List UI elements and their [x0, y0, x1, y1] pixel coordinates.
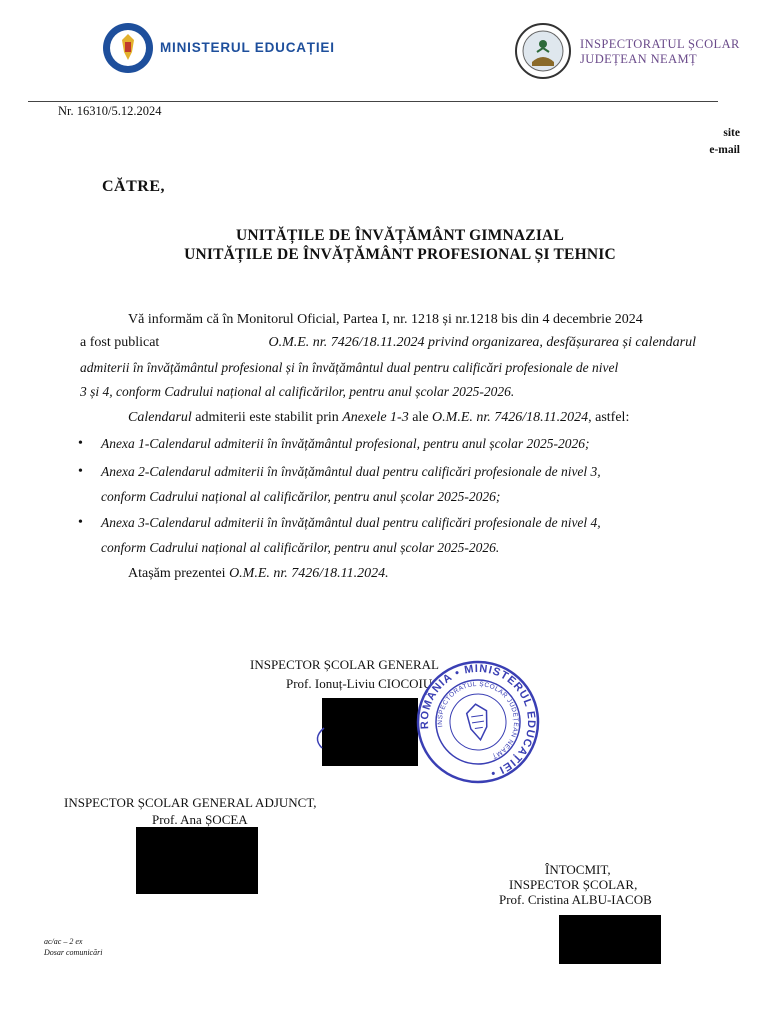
bullet-2-line1: Anexa 2-Calendarul admiterii în învățământul dual pentru calificări profesionale de nivel 3, — [101, 464, 601, 479]
adj-title: INSPECTOR ȘCOLAR GENERAL ADJUNCT, — [64, 795, 317, 810]
ministry-emblem-icon — [102, 22, 154, 74]
addressee-heading: CĂTRE, — [102, 178, 166, 195]
adj-name: Prof. Ana ȘOCEA — [152, 812, 248, 827]
body-p1-line4: 3 și 4, conform Cadrului național al calificărilor, pentru anul școlar 2025-2026. — [80, 384, 515, 399]
attachment-text: Atașăm prezentei — [128, 566, 226, 581]
body-p1-line2-lead: a fost publicat — [80, 335, 160, 350]
attachment-line — [128, 566, 389, 582]
distribution-list — [709, 125, 740, 159]
isg-name: Prof. Ionuț-Liviu CIOCOIU — [286, 676, 433, 691]
stamp-seal-icon — [416, 660, 540, 784]
body-p2 — [128, 410, 629, 426]
recipient-line-2: UNITĂȚILE DE ÎNVĂȚĂMÂNT PROFESIONAL ȘI TEHNIC — [184, 246, 616, 263]
body-p2-text2: ale — [412, 410, 429, 425]
is-name: Prof. Cristina ALBU-IACOB — [499, 892, 652, 907]
ministry-logo — [102, 22, 154, 74]
footer-file: Dosar comunicări — [44, 948, 103, 957]
document-number: Nr. 16310/5.12.2024 — [58, 104, 162, 118]
bullet-icon: • — [78, 515, 83, 530]
body-p1-line1: Vă informăm că în Monitorul Oficial, Partea I, nr. 1218 și nr.1218 bis din 4 decembrie 2024 — [128, 312, 643, 327]
body-p2-text3: , astfel: — [588, 410, 630, 425]
stamp-inner-text: INSPECTORATUL ȘCOLAR JUDEȚEAN NEAMȚ — [436, 680, 520, 761]
body-p1-line2-italic: O.M.E. nr. 7426/18.11.2024 privind organizarea, desfășurarea și calendarul — [268, 335, 696, 350]
body-p2-annexes: Anexele 1-3 — [342, 410, 409, 425]
body-p1-line3: admiterii în învățământul profesional și în învățământul dual pentru calificări profesionale de nivel — [80, 360, 619, 375]
bullet-3-line2: conform Cadrului național al calificărilor, pentru anul școlar 2025-2026. — [101, 540, 500, 555]
recipient-line-1: UNITĂȚILE DE ÎNVĂȚĂMÂNT GIMNAZIAL — [236, 227, 564, 244]
distribution-email: e-mail — [709, 144, 740, 156]
isg-title: INSPECTOR ȘCOLAR GENERAL — [250, 657, 440, 672]
isj-name-line1: INSPECTORATUL ȘCOLAR — [580, 37, 740, 51]
footer-ref: ac/ac – 2 ex — [44, 937, 83, 946]
body-p2-order: O.M.E. nr. 7426/18.11.2024 — [432, 410, 589, 425]
bullet-icon: • — [78, 464, 83, 479]
body-p2-calendar: Calendarul — [128, 410, 192, 425]
redacted-signature-adj — [136, 827, 258, 894]
body-p1-line2 — [80, 335, 696, 351]
redacted-signature-isg — [322, 698, 418, 766]
bullet-icon: • — [78, 436, 83, 451]
ministry-name: MINISTERUL EDUCAȚIEI — [160, 40, 335, 55]
attachment-order: O.M.E. nr. 7426/18.11.2024. — [229, 566, 389, 581]
header-rule — [28, 101, 718, 102]
isj-name-line2: JUDEȚEAN NEAMȚ — [580, 52, 698, 66]
isj-emblem-icon — [514, 22, 572, 80]
isj-name — [580, 37, 740, 67]
signature-mark-icon — [310, 726, 330, 750]
distribution-site: site — [723, 127, 740, 139]
official-stamp — [416, 660, 540, 784]
is-title: INSPECTOR ȘCOLAR, — [509, 877, 638, 892]
redacted-signature-is — [559, 915, 661, 964]
bullet-2-line2: conform Cadrului național al calificărilor, pentru anul școlar 2025-2026; — [101, 489, 501, 504]
isj-logo — [514, 22, 572, 80]
intocmit-label: ÎNTOCMIT, — [545, 862, 611, 877]
body-p2-text1: admiterii este stabilit prin — [195, 410, 339, 425]
bullet-1: Anexa 1-Calendarul admiterii în învățământul profesional, pentru anul școlar 2025-2026; — [101, 436, 590, 451]
stamp-outer-text: ROMÂNIA • MINISTERUL EDUCAȚIEI • — [418, 662, 538, 780]
signature-stroke — [310, 726, 330, 755]
bullet-3-line1: Anexa 3-Calendarul admiterii în învățământul dual pentru calificări profesionale de nivel 4, — [101, 515, 601, 530]
svg-text:INSPECTORATUL ȘCOLAR JUDEȚEAN — [432, 676, 525, 768]
